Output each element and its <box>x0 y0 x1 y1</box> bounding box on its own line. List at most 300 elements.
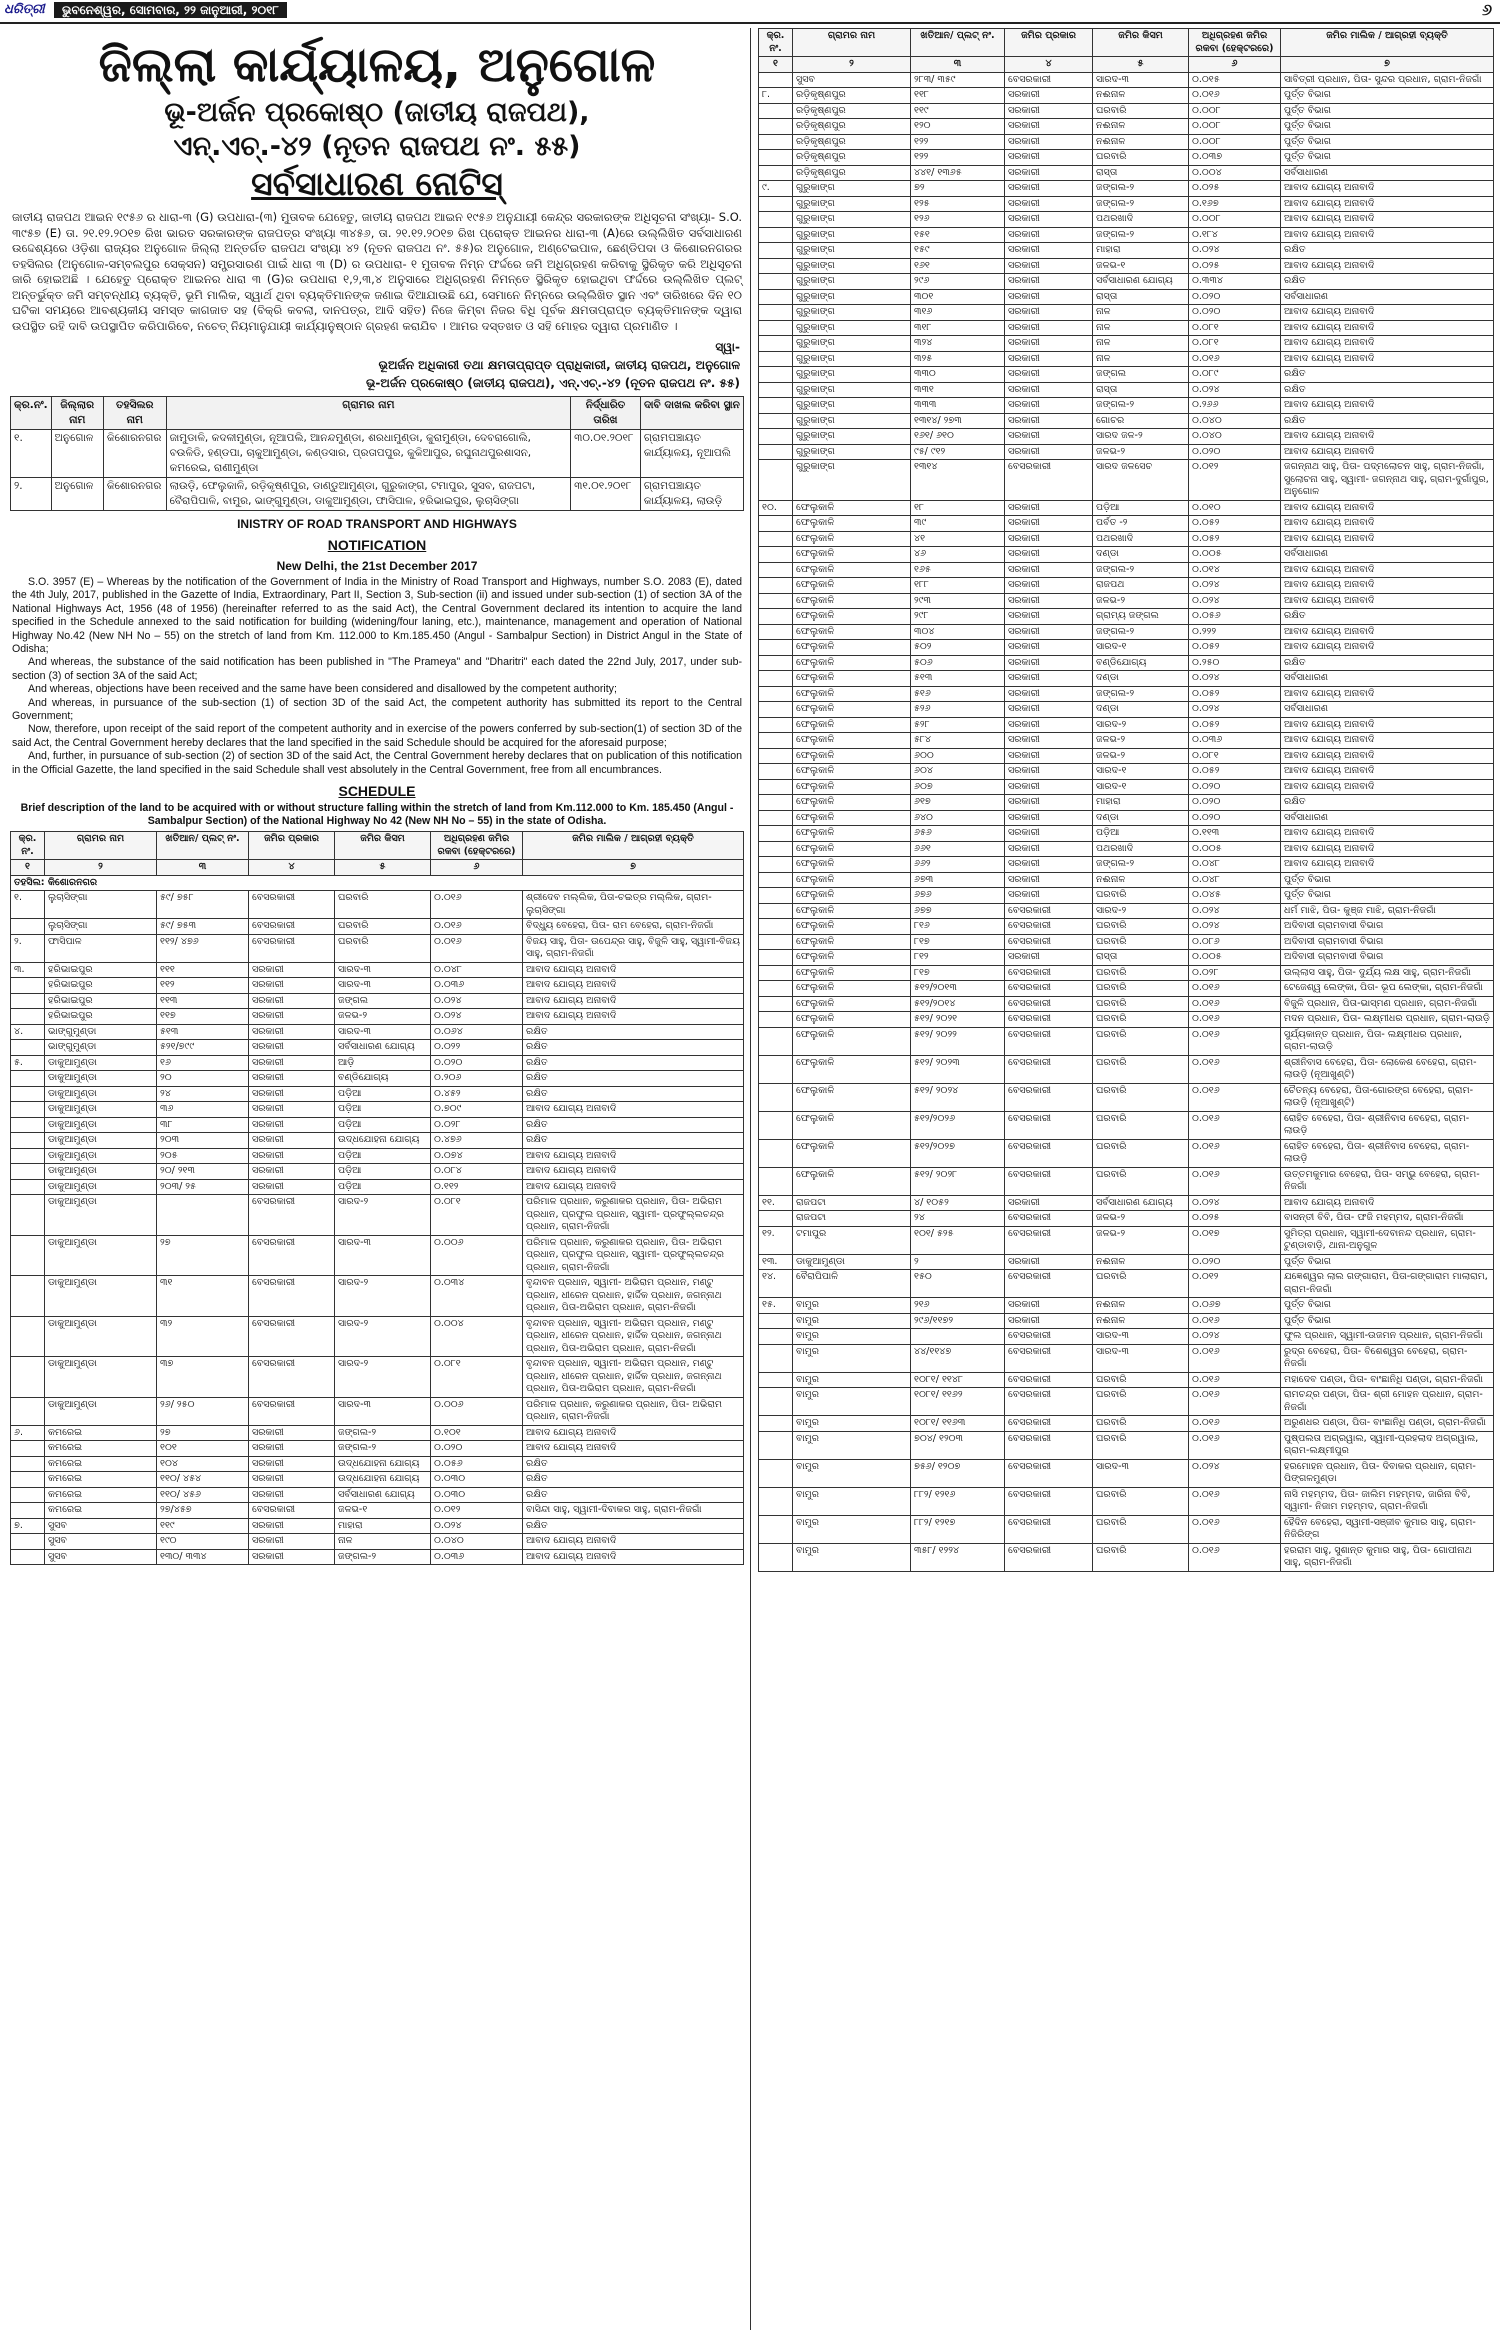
table-cell <box>11 1441 45 1457</box>
table-cell: ୨୯୩ <box>911 593 1005 609</box>
table-cell: ବୃନ୍ଦାବନ ପ୍ରଧାନ, ସ୍ୱାମୀ- ଅଭିରାମ ପ୍ରଧାନ, ମଣ୍ଟୁ ପ୍ରଧାନ, ଧୀରେନ ପ୍ରଧାନ, ହାର୍ଦ୍ଦିକ ପ୍ରଧାନ, ଜଗନ୍ନାଥ ପ୍ରଧାନ, ପିତା-ଅଭିରାମ ପ୍ରଧାନ, ଗ୍ରାମ-ନିଜଗାଁ <box>523 1316 744 1357</box>
table-cell: ରକ୍ଷିତ <box>523 1055 744 1071</box>
table-cell: ୦.୦୨୦ <box>1189 1254 1281 1270</box>
column-header: ଜମିର ପ୍ରକାର <box>1005 29 1093 57</box>
table-cell: ଆବାଦ ଯୋଗ୍ୟ ଅନାବାଦି <box>523 1102 744 1118</box>
table-cell: ଅନୁଗୋଳ <box>51 478 103 511</box>
page-number: ୬ <box>1481 0 1492 19</box>
table-cell <box>759 965 793 981</box>
table-cell: ଆବାଦ ଯୋଗ୍ୟ ଅନାବାଦି <box>523 1009 744 1025</box>
column-number: ୬ <box>431 860 523 876</box>
table-cell: ସରକାରୀ <box>1005 779 1093 795</box>
table-cell: ବେସରକାରୀ <box>1005 1211 1093 1227</box>
table-row <box>759 888 1494 904</box>
table-row <box>759 981 1494 997</box>
table-cell <box>759 516 793 532</box>
table-cell: ଆବାଦ ଯୋଗ୍ୟ ଅନାବାଦି <box>1281 640 1494 656</box>
table-row <box>11 1397 744 1425</box>
table-cell: ୫୯/ ୭୫୮ <box>157 891 249 919</box>
table-cell: ଜଙ୍ଗଲ-୨ <box>1093 624 1189 640</box>
table-cell: ସରକାରୀ <box>1005 609 1093 625</box>
table-cell: ସର୍ବସାଧାରଣ <box>1281 547 1494 563</box>
table-cell: ୩. <box>11 962 45 978</box>
table-cell: ଫେଲୁକାଳି <box>793 578 911 594</box>
table-row <box>11 1117 744 1133</box>
table-cell <box>759 795 793 811</box>
table-cell: ଆବାଦ ଯୋଗ୍ୟ ଅନାବାଦି <box>523 1148 744 1164</box>
table-cell: ବାମୁର <box>793 1431 911 1459</box>
table-cell: ୦.୦୫୨ <box>1189 764 1281 780</box>
table-cell: ଦଣ୍ଡା <box>1093 671 1189 687</box>
table-cell: ବାମୁର <box>793 1515 911 1543</box>
table-cell: ୧୧୩ <box>157 993 249 1009</box>
table-cell: ନାଳ <box>1093 351 1189 367</box>
column-header: ତହସିଲର ନାମ <box>103 397 166 430</box>
table-cell: ରକ୍ଷିତ <box>1281 367 1494 383</box>
table-cell: ୦.୦୫୨ <box>1189 640 1281 656</box>
table-cell: ୦.୧୧୩ <box>1189 826 1281 842</box>
table-row <box>759 1416 1494 1432</box>
table-cell: ୫୯/ ୭୫୩ <box>157 919 249 935</box>
table-cell: ଆବାଦ ଯୋଗ୍ୟ ଅନାବାଦି <box>1281 258 1494 274</box>
table-cell: ୮୮୨/ ୧୨୧୭ <box>911 1515 1005 1543</box>
table-cell: ୦.୦୧୬ <box>1189 1012 1281 1028</box>
column-number: ୧ <box>11 860 45 876</box>
table-cell <box>759 398 793 414</box>
table-cell: ୦.୦୩୬ <box>431 1549 523 1565</box>
table-cell: ଘରବାରି <box>1093 1270 1189 1298</box>
table-cell: ଫେଲୁକାଳି <box>793 593 911 609</box>
table-cell: ଗୁରୁକାଙ୍ଗ <box>793 444 911 460</box>
project-line-1: ଭୂ-ଅର୍ଜନ ପ୍ରକୋଷ୍ଠ (ଜାତୀୟ ରାଜପଥ), <box>164 97 590 128</box>
column-rule <box>750 28 751 2330</box>
table-cell: ୬୬୧ <box>911 841 1005 857</box>
table-cell: ୦.୦୧୬ <box>1189 1372 1281 1388</box>
table-cell: ୨୮୩/ ୩୫୯ <box>911 72 1005 88</box>
table-row <box>11 478 744 511</box>
table-cell: ଡାକୁଆମୁଣ୍ଡା <box>45 1055 157 1071</box>
table-cell: ଘରବାରି <box>1093 1012 1189 1028</box>
table-row <box>759 1372 1494 1388</box>
signature-line: ସ୍ୱା- <box>715 340 740 354</box>
table-cell: ୦.୦୨୦ <box>1189 795 1281 811</box>
table-cell: ଫେଲୁକାଳି <box>793 671 911 687</box>
table-cell <box>759 212 793 228</box>
table-cell: ସରକାରୀ <box>249 1472 335 1488</box>
table-cell: ପୁର୍ତ୍ତ ବିଭାଗ <box>1281 872 1494 888</box>
table-row <box>759 1313 1494 1329</box>
table-cell <box>11 1086 45 1102</box>
table-cell: ଜଳଭ-୨ <box>1093 748 1189 764</box>
table-cell: ସାରଦ-୩ <box>1093 1344 1189 1372</box>
table-cell: ରଡ଼ିକୃଷ୍ଣପୁର <box>793 103 911 119</box>
table-cell: ସାରଦ-୩ <box>335 1397 431 1425</box>
table-cell: ଗୁରୁକାଙ୍ଗ <box>793 305 911 321</box>
table-cell: ସରକାରୀ <box>249 1055 335 1071</box>
table-cell: ରାସ୍ତା <box>1093 289 1189 305</box>
table-cell: ୩୨ <box>157 1316 249 1357</box>
table-cell: ବାମୁର <box>793 1459 911 1487</box>
table-cell: ରକ୍ଷିତ <box>523 1024 744 1040</box>
table-row <box>759 965 1494 981</box>
table-cell: ରଡ଼ିକୃଷ୍ଣପୁର <box>793 119 911 135</box>
table-cell: ୪. <box>11 1024 45 1040</box>
table-cell: ସାରଦ-୩ <box>1093 72 1189 88</box>
table-cell: ସରକାରୀ <box>1005 258 1093 274</box>
table-cell: ସରକାରୀ <box>1005 826 1093 842</box>
table-cell: ଆବାଦ ଯୋଗ୍ୟ ଅନାବାଦି <box>1281 516 1494 532</box>
table-cell: ସରକାରୀ <box>249 1009 335 1025</box>
schedule-column-numbers <box>11 860 744 876</box>
table-cell <box>759 640 793 656</box>
table-cell: ସରକାରୀ <box>249 1441 335 1457</box>
table-cell: ୧୧୯ <box>157 1518 249 1534</box>
table-cell: ଗ୍ରାମପଞ୍ଚାୟତ କାର୍ଯ୍ୟାଳୟ, ଲାଉଡ଼ି <box>640 478 743 511</box>
table-cell: ଗୋଚର <box>1093 413 1189 429</box>
table-cell: ୧୦୧ <box>157 1441 249 1457</box>
table-cell: ନଈନାଳ <box>1093 872 1189 888</box>
table-row <box>759 702 1494 718</box>
table-cell: ଆବାଦ ଯୋଗ୍ୟ ଅନାବାଦି <box>1281 764 1494 780</box>
table-cell: ସର୍ବସାଧାରଣ ଯୋଗ୍ୟ <box>335 1040 431 1056</box>
table-cell: ୨. <box>11 478 52 511</box>
table-cell: ୨୪ <box>911 1211 1005 1227</box>
table-cell: ରାଜପଟା <box>793 1211 911 1227</box>
table-cell: ହରରାମ ସାହୁ, ସୁଶାନ୍ତ କୁମାର ସାହୁ, ପିତା- ଗୋପୀନାଥ ସାହୁ, ଗ୍ରାମ-ନିଜଗାଁ <box>1281 1543 1494 1571</box>
table-row <box>11 1179 744 1195</box>
table-cell: ଆବାଦ ଯୋଗ୍ୟ ଅନାବାଦି <box>1281 531 1494 547</box>
table-cell: ୦.୦୫୨ <box>1189 686 1281 702</box>
table-cell: ୩୧୮ <box>911 320 1005 336</box>
table-cell: ବେସରକାରୀ <box>1005 1329 1093 1345</box>
table-cell: ଜଙ୍ଗଲ <box>335 993 431 1009</box>
table-cell: ଜଙ୍ଗଲ-୨ <box>335 1441 431 1457</box>
table-cell: ୬୦୪ <box>911 764 1005 780</box>
table-cell: ସରକାରୀ <box>1005 671 1093 687</box>
table-row <box>759 779 1494 795</box>
table-row <box>759 1226 1494 1254</box>
table-cell: ଲାଉଡ଼ି, ଫେଲୁକାଳି, ରଡ଼ିକୃଷ୍ଣପୁର, ଡାଣ୍ଡୁଆମୁଣ୍ଡା, ଗୁରୁକାଙ୍ଗ, ଟମାପୁର, ସୁସବ, ରାଜପଟା, ବୈରାପିପାଳି, ବାମୁର, ଭାଙ୍ଗୁମୁଣ୍ଡା, ଡାକୁଆମୁଣ୍ଡା, ଫାସିପାଳ, ହରିଭାଇପୁର, ଲୁଚାସିଙ୍ଗା <box>166 478 570 511</box>
table-cell <box>759 336 793 352</box>
table-cell: ୦.୦୦୬ <box>431 1235 523 1276</box>
table-cell: ନାସି ମହମ୍ମଦ, ପିତା- ଜାଲିମ ମହମ୍ମଦ, ଜାରିନା ବିବି, ସ୍ୱାମୀ- ନିଜାମ ମହମ୍ମଦ, ଗ୍ରାମ-ନିଜଗାଁ <box>1281 1487 1494 1515</box>
table-cell: ୧୧୦/ ୪୫୬ <box>157 1487 249 1503</box>
schedule-table-right <box>758 28 1494 1572</box>
table-cell: ୨. <box>11 934 45 962</box>
column-header: ଖତିଆନ/ ପ୍ଲଟ୍ ନଂ. <box>157 832 249 860</box>
table-cell: ୧୨୨ <box>911 134 1005 150</box>
table-row <box>759 72 1494 88</box>
table-cell: ୦.୦୩୦ <box>431 1472 523 1488</box>
table-cell: ସରକାରୀ <box>1005 748 1093 764</box>
column-header: ଜମିର କିସମ <box>335 832 431 860</box>
table-cell: ସରକାରୀ <box>1005 578 1093 594</box>
table-cell: ଫେଲୁକାଳି <box>793 624 911 640</box>
table-cell: ସରକାରୀ <box>1005 382 1093 398</box>
column-header: କ୍ର. ନଂ. <box>759 29 793 57</box>
schedule-table-left <box>10 831 744 1565</box>
table-cell <box>759 351 793 367</box>
table-cell: ସରକାରୀ <box>249 1179 335 1195</box>
notification-heading: NOTIFICATION <box>327 537 427 553</box>
table-cell: ସରକାରୀ <box>1005 593 1093 609</box>
table-cell: ୦.୦୧୬ <box>1189 1487 1281 1515</box>
table-row <box>759 1487 1494 1515</box>
table-cell: ପୁଷ୍ପଲତା ଅଗ୍ରୱାଲ, ସ୍ୱାମୀ-ପ୍ରହଲାଦ ଅଗ୍ରୱାଲ, ଗ୍ରାମ-ଲକ୍ଷ୍ମୀପୁର <box>1281 1431 1494 1459</box>
table-cell: ସରକାରୀ <box>1005 305 1093 321</box>
table-cell: ଫେଲୁକାଳି <box>793 841 911 857</box>
table-cell: ୫୧୩ <box>157 1024 249 1040</box>
table-cell: ଜଗନ୍ନାଥ ସାହୁ, ପିତା- ପଦ୍ମଲୋଚନ ସାହୁ, ଗ୍ରାମ-ନିଜଗାଁ, ସୁଲୋଚନା ସାହୁ, ସ୍ୱାମୀ- ଜଗନ୍ନାଥ ସାହୁ, ଗ୍ରାମ-ଦୁର୍ଗାପୁର, ଅନୁଗୋଳ <box>1281 460 1494 501</box>
table-cell: ୦.୦୮୬ <box>1189 934 1281 950</box>
table-cell: ସରକାରୀ <box>1005 336 1093 352</box>
table-cell: ସରକାରୀ <box>1005 429 1093 445</box>
table-row <box>759 119 1494 135</box>
table-cell <box>11 1357 45 1398</box>
table-cell: ଆବାଦ ଯୋଗ୍ୟ ଅନାବାଦି <box>1281 826 1494 842</box>
table-row <box>11 1102 744 1118</box>
table-cell: ୧୩. <box>759 1254 793 1270</box>
column-number: ୧ <box>759 57 793 73</box>
table-row <box>759 351 1494 367</box>
table-cell: ୧୨୨ <box>911 150 1005 166</box>
table-cell: ପଡ଼ିଆ <box>335 1117 431 1133</box>
table-cell: ଆବାଦ ଯୋଗ୍ୟ ଅନାବାଦି <box>523 978 744 994</box>
table-cell: ବେସରକାରୀ <box>249 1235 335 1276</box>
table-cell: ୫୧୨/୨୦୨୬ <box>911 1111 1005 1139</box>
table-cell: ୦.୦୫୨ <box>1189 516 1281 532</box>
table-cell: ଡାକୁଆମୁଣ୍ଡା <box>45 1148 157 1164</box>
table-cell: ୦.୦୬୪ <box>431 1024 523 1040</box>
table-cell: ୦.୦୩୭ <box>1189 150 1281 166</box>
table-cell: ୦.୦୨୮ <box>1189 965 1281 981</box>
table-cell: ୧୮ <box>911 500 1005 516</box>
table-cell: ବେସରକାରୀ <box>1005 965 1093 981</box>
table-cell: ୬୭୬ <box>911 888 1005 904</box>
table-cell <box>759 593 793 609</box>
table-row <box>11 1316 744 1357</box>
table-cell: ୨୪ <box>157 1086 249 1102</box>
notice-body: ଜାତୀୟ ରାଜପଥ ଆଇନ ୧୯୫୬ ର ଧାରା-୩ (G) ଉପଧାରା-(୩) ମୁତାବକ ଯେହେତୁ, ଜାତୀୟ ରାଜପଥ ଆଇନ ୧୯୫୬ ଅନୁଯାୟୀ କେନ୍ଦ୍ର ସରକାରଙ୍କ ଅଧିସୂଚନା ସଂଖ୍ୟା- S.O. ୩୯୫୭ (E) ତା. ୨୧.୧୨.୨୦୧୭ ରିଖ ଭାରତ ସରକାରଙ୍କ ରାଜପତ୍ର ସଂଖ୍ୟା ୩୪୫୬, ତା. ୨୧.୧୨.୨୦୧୭ ରିଖ ପ୍ରୋକ୍ତ ଆଇନର ଧାରା-୩ (A)ରେ ଉଲ୍ଲିଖିତ ସର୍ବସାଧାରଣ ଉଦ୍ଦେଶ୍ୟରେ ଓଡ଼ିଶା ରାଜ୍ୟର ଅନୁଗୋଳ ଜିଲ୍ଲା ଅନ୍ତର୍ଗତ ରାଜପଥ ସଂଖ୍ୟା ୪୨ (ନୂତନ ରାଜପଥ ନଂ. ୫୫)ର ଅନୁଗୋଳ, ଅଣ୍ଟେଇପାଳ, ଛେଣ୍ଡିପଦା ଓ କିଶୋରନଗରର ତହସିଲର (ଅନୁଗୋଳ-ସମ୍ବଲପୁର ସେକ୍ସନ) ସମ୍ପ୍ରସାରଣ ପାଇଁ ଧାରା ୩ (D) ର ଉପଧାରା- ୧ ମୁତାବକ ନିମ୍ନ ଫର୍ଦ୍ଦରେ ଜମି ଅଧିଗ୍ରହଣ କରିବାକୁ ସ୍ଥିରିକୃତ କରି ଅଧିସୂଚନା ଜାରି ହୋଇଅଛି । ଯେହେତୁ ପ୍ରୋକ୍ତ ଆଇନର ଧାରା ୩ (G)ର ଉପଧାରା ୧,୨,୩,୪ ଅନୁସାରେ ଅଧିଗ୍ରହଣ ନିମନ୍ତେ ସ୍ଥିରିକୃତ ହୋଇଥିବା ଫର୍ଦ୍ଦରେ ଉଲ୍ଲିଖିତ ପ୍ଲଟ୍ ଅନ୍ତର୍ଭୁକ୍ତ ଜମି ସମ୍ବନ୍ଧୀୟ ବ୍ୟକ୍ତି, ଭୂମି ମାଲିକ, ସ୍ୱାର୍ଥ ଥିବା ବ୍ୟକ୍ତିମାନଙ୍କ ଜଣାଇ ଦିଆଯାଉଛି ଯେ, ସେମାନେ ନିମ୍ନରେ ଉଲ୍ଲିଖିତ ସ୍ଥାନ ଏବଂ ତାରିଖରେ ଦିନ ୧୦ ଘଟିକା ସମୟରେ ଆବଶ୍ୟକୀୟ ସମସ୍ତ କାଗଜାତ ସହ (ବିକ୍ରି କବଲା, ଦାନପତ୍ର, ଆଦି ସହିତ) ନିଜେ କିମ୍ବା ନିଜର ବିଧି ପୂର୍ବକ କ୍ଷମତାପ୍ରାପ୍ତ ବ୍ୟକ୍ତିମାନଙ୍କ ଦ୍ୱାରା ଉପସ୍ଥିତ ରହି ଦାବି ଉପସ୍ଥାପିତ କରିପାରିବେ, ନଚେତ୍ ନିୟମାନୁଯାୟୀ କାର୍ଯ୍ୟାନୁଷ୍ଠାନ ଗ୍ରହଣ କରାଯିବ । ଆମର ଦସ୍ତଖତ ଓ ସହି ମୋହର ଦ୍ୱାରା ପ୍ରମାଣିତ । <box>12 210 742 333</box>
table-cell: ୨୯୬ <box>911 274 1005 290</box>
table-cell: ଫେଲୁକାଳି <box>793 826 911 842</box>
table-row <box>759 733 1494 749</box>
table-cell: ଘରବାରି <box>1093 934 1189 950</box>
table-cell: ବେସରକାରୀ <box>249 1195 335 1236</box>
table-cell: ଡାକୁଆମୁଣ୍ଡା <box>45 1133 157 1149</box>
table-cell <box>759 764 793 780</box>
table-cell: ବେସରକାରୀ <box>1005 72 1093 88</box>
table-cell: ଘରବାରି <box>1093 1167 1189 1195</box>
table-cell: ୦.୦୦୬ <box>431 1397 523 1425</box>
table-cell: ସୁସବ <box>45 1534 157 1550</box>
table-cell: ସରକାରୀ <box>1005 500 1093 516</box>
table-cell <box>911 1329 1005 1345</box>
table-cell: ୧୨୫ <box>911 196 1005 212</box>
table-cell: ୬୭୩ <box>911 872 1005 888</box>
table-cell: ୧୦୮୧/ ୧୧୬୩ <box>911 1416 1005 1432</box>
table-cell: ୮୮୨/ ୧୨୧୬ <box>911 1487 1005 1515</box>
table-row <box>759 1388 1494 1416</box>
table-cell: ୩୩୩ <box>911 398 1005 414</box>
table-cell: ସରକାରୀ <box>249 993 335 1009</box>
table-row <box>11 1009 744 1025</box>
table-row <box>759 872 1494 888</box>
table-cell: ସାରଦ ଜଳ-୨ <box>1093 429 1189 445</box>
table-cell: ୩୦୪ <box>911 624 1005 640</box>
table-cell: ସରକାରୀ <box>1005 134 1093 150</box>
table-cell: ଡାକୁଆମୁଣ୍ଡା <box>793 1254 911 1270</box>
table-cell: ଫେଲୁକାଳି <box>793 1083 911 1111</box>
table-row <box>759 1344 1494 1372</box>
column-number: ୪ <box>1005 57 1093 73</box>
table-cell <box>11 1195 45 1236</box>
table-cell: ଗୁରୁକାଙ୍ଗ <box>793 227 911 243</box>
table-cell: ଆବାଦ ଯୋଗ୍ୟ ଅନାବାଦି <box>1281 857 1494 873</box>
table-cell: ୩୨୫ <box>911 351 1005 367</box>
table-row <box>759 1083 1494 1111</box>
table-row <box>11 891 744 919</box>
table-cell: ବେସରକାରୀ <box>249 919 335 935</box>
table-cell: ୧୧୮ <box>911 88 1005 104</box>
table-cell: ୬୦୦ <box>911 748 1005 764</box>
table-row <box>759 1211 1494 1227</box>
table-cell: ୧୬୫ <box>911 562 1005 578</box>
table-cell: ସରକାରୀ <box>1005 1254 1093 1270</box>
table-cell: ୦.୦୧୬ <box>1189 1055 1281 1083</box>
table-cell: ବୈରାପିପାଳି <box>793 1270 911 1298</box>
table-cell: ୦.୦୨୪ <box>431 1518 523 1534</box>
table-row <box>759 578 1494 594</box>
table-cell: ଆବାଦ ଯୋଗ୍ୟ ଅନାବାଦି <box>1281 398 1494 414</box>
schedule-description: Brief description of the land to be acquired with or without structure falling within the stretch of land from Km.112.000 to Km. 185.450 (Angul - Sambalpur Section) of the National Highway No 42 (New NH No – 55) in the state of Odisha. <box>20 802 734 828</box>
table-cell: ଅଦିବାସୀ ଗ୍ରାମବାସୀ ବିଭାଗ <box>1281 934 1494 950</box>
table-cell: ୧୫୯ <box>911 243 1005 259</box>
table-cell: ୦.୨୬୬ <box>1189 398 1281 414</box>
table-cell: ଲୁଚାସିଙ୍ଗା <box>45 919 157 935</box>
table-cell: ଫେଲୁକାଳି <box>793 919 911 935</box>
table-cell: ୦.୦୬୭ <box>1189 1298 1281 1314</box>
table-cell: ୦.୦୦୮ <box>1189 134 1281 150</box>
table-cell: ହରିଭାଇପୁର <box>45 978 157 994</box>
table-cell: ରାସ୍ତା <box>1093 165 1189 181</box>
table-cell <box>759 1459 793 1487</box>
table-cell: ସରକାରୀ <box>249 962 335 978</box>
table-cell: ୦.୦୧୬ <box>1189 1139 1281 1167</box>
column-number: ୨ <box>45 860 157 876</box>
table-row <box>11 1487 744 1503</box>
table-cell: ୦.୦୧୬ <box>1189 1111 1281 1139</box>
table-cell: ଫେଲୁକାଳି <box>793 903 911 919</box>
table-cell: ୦.୦୮୧ <box>1189 748 1281 764</box>
table-cell: ୫୧୨/ ୨୦୨୩ <box>911 1055 1005 1083</box>
table-cell: ୧୩୧୪ <box>911 460 1005 501</box>
table-cell: ଆବାଦ ଯୋଗ୍ୟ ଅନାବାଦି <box>1281 429 1494 445</box>
table-cell: ରକ୍ଷିତ <box>1281 795 1494 811</box>
table-row <box>11 1164 744 1180</box>
table-row <box>759 996 1494 1012</box>
table-cell: ୦.୦୪୮ <box>1189 857 1281 873</box>
table-cell: ସରକାରୀ <box>249 1071 335 1087</box>
table-cell: ୬୪୦ <box>911 810 1005 826</box>
table-cell: ସାରଦ-୨ <box>1093 903 1189 919</box>
table-cell: ୦.୦୧୬ <box>1189 981 1281 997</box>
table-cell: ୦.୦୪୦ <box>1189 413 1281 429</box>
table-cell: ଜାମୁଡାଳି, କଦଳୀମୁଣ୍ଡା, ନୂଆପଲି, ଆନନ୍ଦମୁଣ୍ଡା, ଶରଧାମୁଣ୍ଡା, କୁରାମୁଣ୍ଡା, ଦେବରାଗୋଲି, ବଉଳିଡି, ହଣ୍ଡପା, ଚାକୁଆମୁଣ୍ଡା, କଣ୍ଡସାର, ପ୍ରତାପପୁର, କୁକିଆପୁର, ରଘୁନାଥପୁରଶାସନ, କମରେଇ, ରାଣୀମୁଣ୍ଡା <box>166 430 570 478</box>
table-cell: ପୁର୍ତ୍ତ ବିଭାଗ <box>1281 1313 1494 1329</box>
table-cell: ଫେଲୁକାଳି <box>793 609 911 625</box>
table-cell: ଗୁରୁକାଙ୍ଗ <box>793 382 911 398</box>
table-cell <box>759 1543 793 1571</box>
table-cell: ସରକାରୀ <box>1005 196 1093 212</box>
table-cell: ୨୭ <box>157 1425 249 1441</box>
table-cell <box>759 624 793 640</box>
table-cell: ରାଜପଥ <box>1093 578 1189 594</box>
table-cell: ବେସରକାରୀ <box>249 934 335 962</box>
table-cell: ୩୧ <box>157 1276 249 1317</box>
table-cell: ଜଳଭ-୨ <box>335 1009 431 1025</box>
table-cell <box>759 119 793 135</box>
table-cell: ବେସରକାରୀ <box>249 1316 335 1357</box>
table-cell: ହରମୋହନ ପ୍ରଧାନ, ପିତା- ଦିବାକର ପ୍ରଧାନ, ଗ୍ରାମ-ପିଙ୍ଗଳମୁଣ୍ଡା <box>1281 1459 1494 1487</box>
table-cell: ୦.୦୨୪ <box>1189 243 1281 259</box>
table-cell: ଜଙ୍ଗଲ-୨ <box>1093 196 1189 212</box>
table-row <box>11 1534 744 1550</box>
table-cell: ୦.୦୨୮ <box>431 1117 523 1133</box>
table-cell: ରକ୍ଷିତ <box>1281 382 1494 398</box>
table-cell: ସାରଦ-୩ <box>335 1235 431 1276</box>
table-cell: ଘରବାରି <box>335 919 431 935</box>
table-cell: ପୁର୍ତ୍ତ ବିଭାଗ <box>1281 88 1494 104</box>
table-cell <box>759 367 793 383</box>
column-number: ୭ <box>523 860 744 876</box>
column-header: ଅଧିଗ୍ରହଣ ଜମିର ରକବା (ହେକ୍ଟରରେ) <box>431 832 523 860</box>
table-cell: ୧୧୨/ ୪୭୬ <box>157 934 249 962</box>
table-cell: ସାରଦ-୩ <box>1093 1459 1189 1487</box>
table-cell: ମାହାରା <box>335 1518 431 1534</box>
table-cell <box>11 1503 45 1519</box>
table-cell: ୦.୦୪୮ <box>431 962 523 978</box>
table-cell: କମରେଇ <box>45 1487 157 1503</box>
table-cell: ଆବାଦ ଯୋଗ୍ୟ ଅନାବାଦି <box>1281 320 1494 336</box>
table-cell: ସରକାରୀ <box>1005 857 1093 873</box>
table-cell: ୦.୦୪୦ <box>1189 429 1281 445</box>
table-cell: ବାମୁର <box>793 1543 911 1571</box>
table-cell: ସରକାରୀ <box>249 1024 335 1040</box>
table-cell: ଜଙ୍ଗଲ-୨ <box>335 1549 431 1565</box>
table-cell: ୦.୪୭୬ <box>431 1133 523 1149</box>
table-cell: ୩୯ <box>911 516 1005 532</box>
table-cell: ରକ୍ଷିତ <box>1281 413 1494 429</box>
table-cell: ୧୨୦ <box>911 119 1005 135</box>
table-cell: ଫେଲୁକାଳି <box>793 779 911 795</box>
office-title: ଜିଲ୍ଲା କାର୍ଯ୍ୟାଳୟ, ଅନୁଗୋଳ <box>98 37 656 93</box>
notification-paragraph: And, further, in pursuance of sub-section (2) of section 3D of the said Act, the Central Government hereby declares that on publication of this notification in the Official Gazette, the land specified in the said Schedule shall vest absolutely in the Central Government, free from all encumbrances. <box>12 750 742 776</box>
table-cell: ସରକାରୀ <box>249 1040 335 1056</box>
table-cell <box>759 258 793 274</box>
table-cell: ୫୧୨/ ୨୦୨୨ <box>911 1027 1005 1055</box>
column-header: ନିର୍ଦ୍ଧାରିତ ତାରିଖ <box>571 397 641 430</box>
table-cell: ଆବାଦ ଯୋଗ୍ୟ ଅନାବାଦି <box>523 1164 744 1180</box>
table-cell: ୦.୦୨୦ <box>1189 779 1281 795</box>
table-cell: ଫେଲୁକାଳି <box>793 562 911 578</box>
table-cell: ବୃନ୍ଦାବନ ପ୍ରଧାନ, ସ୍ୱାମୀ- ଅଭିରାମ ପ୍ରଧାନ, ମଣ୍ଟୁ ପ୍ରଧାନ, ଧୀରେନ ପ୍ରଧାନ, ହାର୍ଦ୍ଦିକ ପ୍ରଧାନ, ଜଗନ୍ନାଥ ପ୍ରଧାନ, ପିତା-ଅଭିରାମ ପ୍ରଧାନ, ଗ୍ରାମ-ନିଜଗାଁ <box>523 1276 744 1317</box>
table-row <box>759 382 1494 398</box>
signature-block <box>10 338 740 392</box>
table-row <box>759 826 1494 842</box>
table-cell: ୬୭୭ <box>911 903 1005 919</box>
table-cell: ନଈନାଳ <box>1093 88 1189 104</box>
